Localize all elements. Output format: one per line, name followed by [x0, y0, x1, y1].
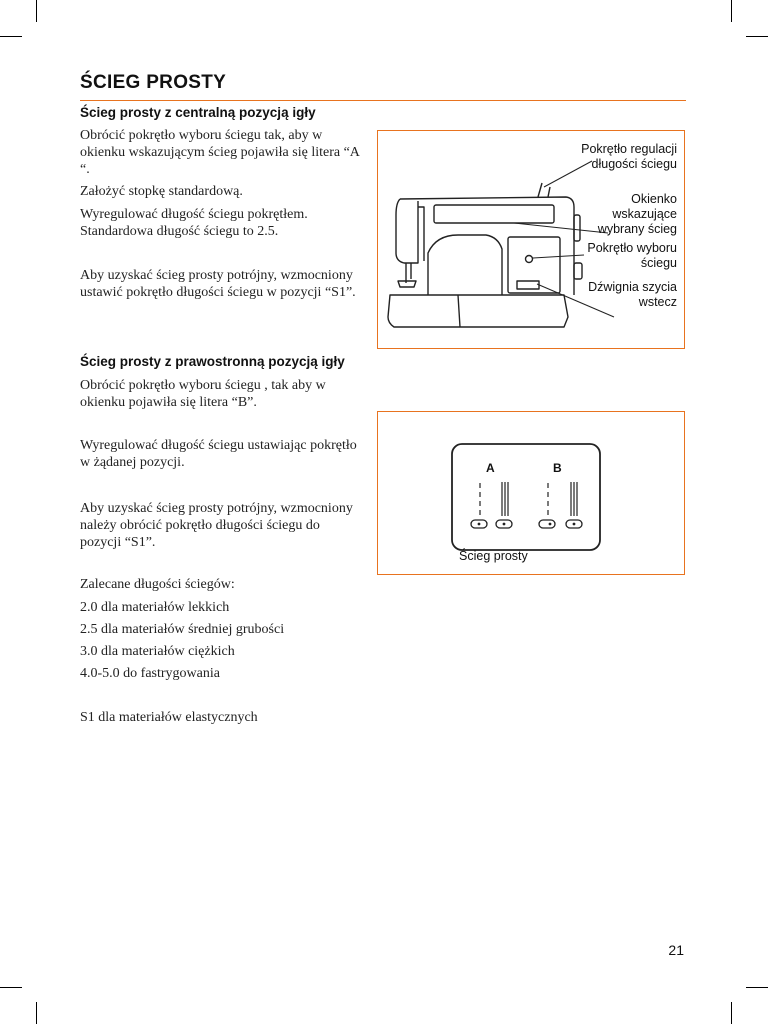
section1-para4 [80, 267, 356, 301]
text-line: Aby uzyskać ścieg prosty potrójny, wzmocniony [80, 501, 353, 516]
stitch-panel-figure [377, 411, 685, 575]
crop-mark [36, 0, 37, 22]
callout-selector-dial [587, 241, 677, 271]
recommendation-item: 4.0-5.0 do fastrygowania [80, 666, 220, 681]
callout-line: Dźwignia szycia [588, 280, 677, 294]
text-line: ustawić pokrętło długości ściegu w pozycji “S1”. [80, 285, 356, 300]
recommendation-s1: S1 dla materiałów elastycznych [80, 710, 258, 725]
text-line: okienku wskazującym ścieg pojawiła się litera “A [80, 145, 360, 160]
callout-line: wstecz [638, 295, 677, 309]
crop-mark [36, 1002, 37, 1024]
crop-mark [746, 987, 768, 988]
text-line: należy obrócić pokrętło długości ściegu do [80, 518, 320, 533]
recommendation-item: 2.0 dla materiałów lekkich [80, 600, 230, 615]
crop-mark [0, 36, 22, 37]
callout-line: długości ściegu [591, 157, 677, 171]
recommendation-item: 3.0 dla materiałów ciężkich [80, 644, 235, 659]
text-line: okienku pojawiła się litera “B”. [80, 395, 257, 410]
crop-mark [731, 1002, 732, 1024]
text-line: Obrócić pokrętło wyboru ściegu tak, aby w [80, 128, 323, 143]
text-line: Obrócić pokrętło wyboru ściegu , tak aby w [80, 378, 326, 393]
panel-letter-b: B [553, 461, 562, 475]
section1-para2: Założyć stopkę standardową. [80, 184, 243, 199]
callout-line: wybrany ścieg [597, 222, 677, 236]
text-line: “. [80, 162, 90, 177]
panel-letter-a: A [486, 461, 495, 475]
callout-line: Okienko [631, 192, 677, 206]
section1-para1 [80, 127, 360, 178]
section1-para3 [80, 206, 308, 240]
section1-heading: Ścieg prosty z centralną pozycją igły [80, 105, 316, 120]
text-line: Wyregulować długość ściegu ustawiając pokrętło [80, 438, 357, 453]
callout-line: Pokrętło wyboru [587, 241, 677, 255]
recommendation-item: 2.5 dla materiałów średniej grubości [80, 622, 285, 637]
callout-reverse-lever [588, 280, 677, 310]
crop-mark [0, 987, 22, 988]
section2-para2 [80, 437, 357, 471]
page-number: 21 [668, 942, 684, 958]
crop-mark [731, 0, 732, 22]
section2-para1 [80, 377, 326, 411]
recommendations-intro: Zalecane długości ściegów: [80, 577, 235, 592]
stitch-display-icon [378, 412, 683, 573]
crop-mark [746, 36, 768, 37]
text-line: pozycji “S1”. [80, 535, 156, 550]
text-line: Wyregulować długość ściegu pokrętłem. [80, 207, 308, 222]
text-line: Aby uzyskać ścieg prosty potrójny, wzmocniony [80, 268, 353, 283]
sewing-machine-figure [377, 130, 685, 349]
page-title: ŚCIEG PROSTY [80, 72, 227, 93]
section2-heading: Ścieg prosty z prawostronną pozycją igły [80, 354, 345, 369]
text-line: w żądanej pozycji. [80, 455, 185, 470]
callout-line: ściegu [640, 256, 677, 270]
callout-line: Pokrętło regulacji [581, 142, 677, 156]
text-line: Standardowa długość ściegu to 2.5. [80, 224, 279, 239]
title-rule [80, 100, 686, 101]
callout-stitch-window [598, 192, 677, 237]
callout-line: wskazujące [612, 207, 677, 221]
callout-length-dial [581, 142, 677, 172]
section2-para3 [80, 500, 353, 551]
stitch-caption: Ścieg prosty [459, 549, 528, 563]
